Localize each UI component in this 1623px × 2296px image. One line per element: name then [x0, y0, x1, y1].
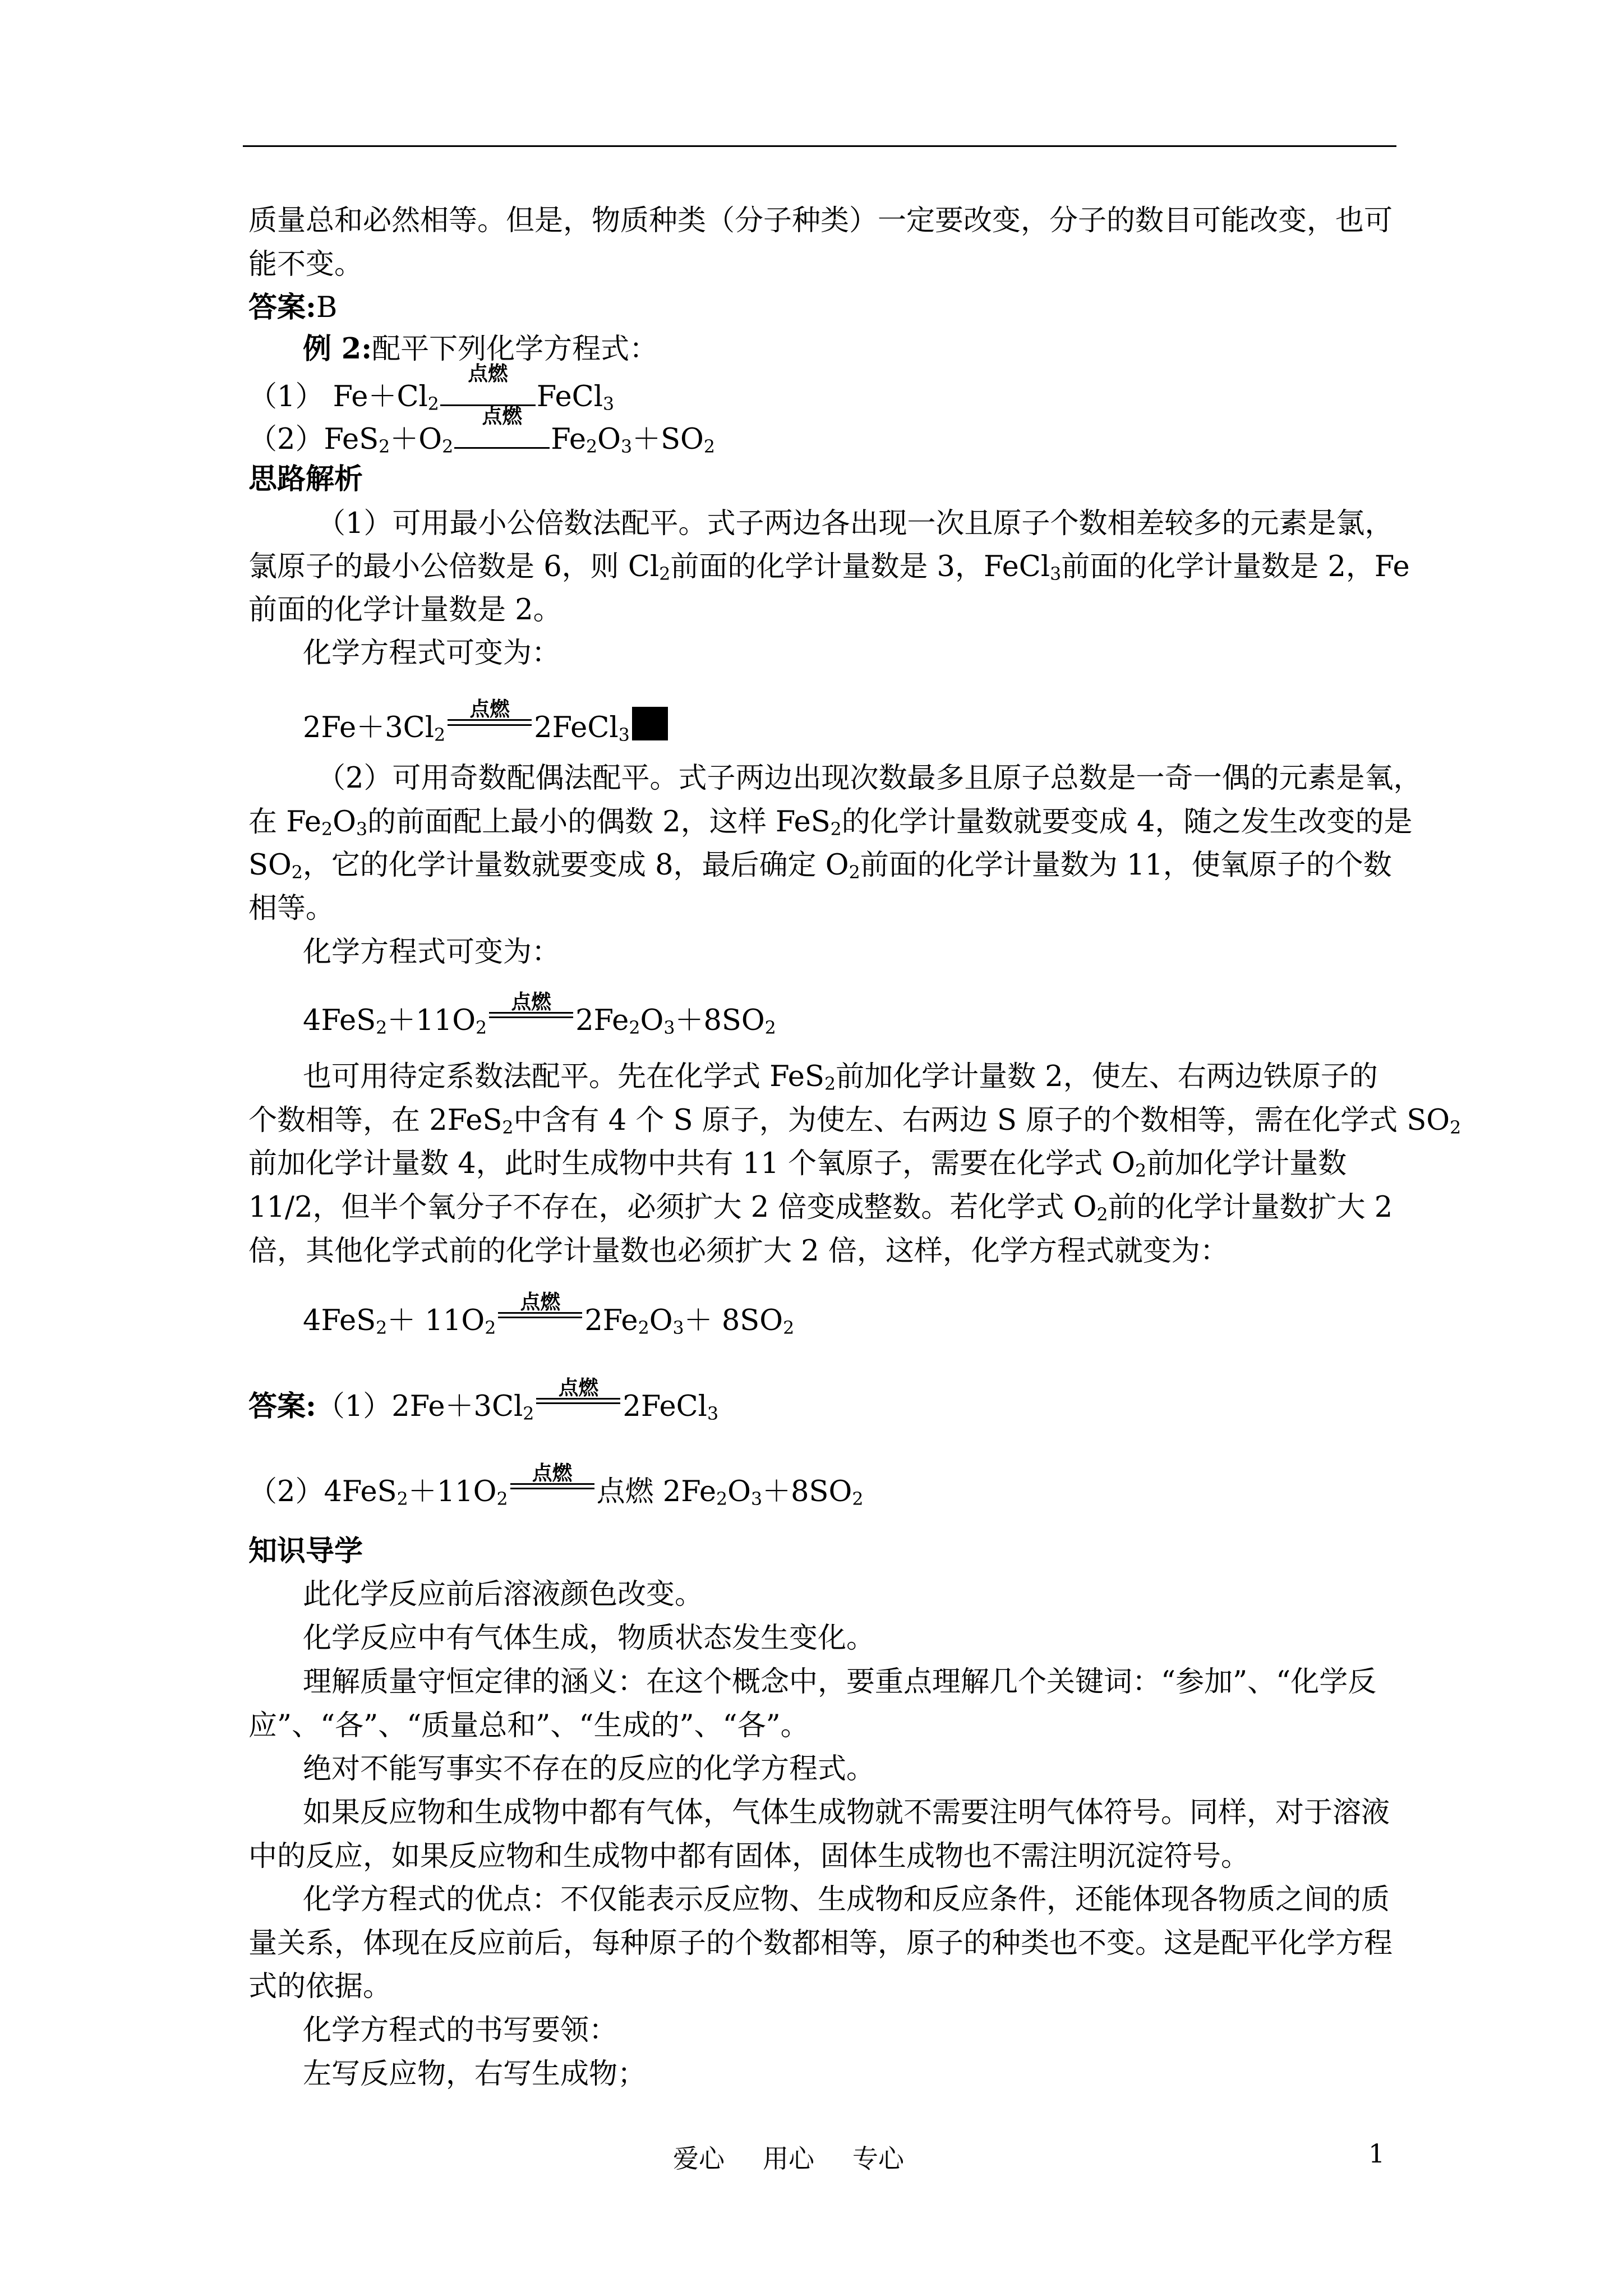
eq-text: ＋SO	[632, 422, 704, 456]
reaction-arrow	[440, 362, 536, 406]
text-line: 左写反应物，右写生成物；	[303, 2058, 647, 2091]
subscript: 2	[376, 1318, 388, 1338]
subscript: 2	[1450, 1117, 1461, 1138]
subscript: 2	[485, 1318, 496, 1338]
subscript: 3	[356, 819, 368, 840]
subscript: 2	[291, 862, 303, 883]
subscript: 2	[502, 1117, 514, 1138]
eq-text: ＋8SO	[762, 1475, 852, 1508]
condition-label: 点燃	[468, 362, 508, 386]
subscript: 2	[1096, 1204, 1108, 1225]
eq-text: O	[649, 1304, 673, 1337]
subscript: 3	[750, 1489, 763, 1510]
text-line	[248, 849, 1392, 883]
eq-text: 2Fe	[584, 1304, 638, 1337]
text-line: 量关系，体现在反应前后，每种原子的个数都相等，原子的种类也不变。这是配平化学方程	[248, 1927, 1393, 1960]
subscript: 2	[638, 1318, 649, 1338]
eq-text: ＋8SO	[675, 1004, 765, 1037]
text-line: 理解质量守恒定律的涵义：在这个概念中，要重点理解几个关键词：“参加”、“化学反	[303, 1665, 1377, 1699]
text-part: 前的化学计量数扩大 2	[1108, 1191, 1393, 1224]
text-part: 的前面配上最小的偶数 2，这样 FeS	[367, 806, 831, 839]
page-number: 1	[1368, 2138, 1385, 2169]
eq-text: （2）4FeS	[248, 1475, 397, 1508]
eq-text: 点燃 2Fe	[596, 1475, 717, 1508]
text-line: 相等。	[248, 892, 335, 925]
text-line	[248, 1104, 1461, 1138]
equation-3	[303, 1290, 795, 1338]
text-part: 氯原子的最小公倍数是 6，则 Cl	[248, 550, 660, 583]
eq-text: Fe	[551, 422, 587, 456]
text-line: 式的依据。	[248, 1970, 392, 2003]
equation-1	[303, 697, 668, 746]
eq-text: 2FeCl	[623, 1389, 707, 1423]
eq-text: （1）2Fe＋3Cl	[316, 1389, 523, 1423]
condition-label: 点燃	[511, 990, 551, 1014]
subscript: 2	[376, 1018, 388, 1038]
text-line: 化学方程式的书写要领：	[303, 2014, 618, 2047]
text-line: 质量总和必然相等。但是，物质种类（分子种类）一定要改变，分子的数目可能改变，也可	[248, 204, 1393, 237]
eq-text: ＋ 11O	[387, 1304, 485, 1337]
example-2	[303, 332, 658, 366]
text-line: 应”、“各”、“质量总和”、“生成的”、“各”。	[248, 1709, 809, 1742]
subscript: 2	[824, 1074, 836, 1094]
answer-label: 答案:	[248, 1389, 316, 1423]
eq-text: 4FeS	[303, 1304, 376, 1337]
text-part: O	[333, 806, 356, 839]
text-line: 化学方程式的优点：不仅能表示反应物、生成物和反应条件，还能体现各物质之间的质	[303, 1883, 1390, 1916]
answer-2-line-1	[248, 1376, 719, 1424]
text-part: 前加化学计量数 2，使左、右两边铁原子的	[836, 1060, 1378, 1093]
equation-2	[303, 990, 776, 1038]
eq-text: ＋O	[390, 422, 442, 456]
example-label: 例 2:	[303, 332, 372, 366]
answer-2-line-2	[248, 1461, 864, 1510]
subscript: 2	[427, 394, 439, 415]
text-part: 也可用待定系数法配平。先在化学式 FeS	[303, 1060, 824, 1093]
eq-text: 2Fe＋3Cl	[303, 711, 435, 744]
eq-text: （1） Fe＋Cl	[248, 380, 428, 413]
equals-sign	[510, 1461, 594, 1501]
subscript: 2	[586, 436, 598, 457]
text-line	[248, 1147, 1347, 1181]
text-line: 前面的化学计量数是 2。	[248, 593, 562, 627]
text-line: 化学反应中有气体生成，物质状态发生变化。	[303, 1622, 875, 1655]
text-part: 前面的化学计量数是 3，FeCl	[670, 550, 1050, 583]
subscript: 2	[783, 1318, 795, 1338]
text-part: 在 Fe	[248, 806, 321, 839]
footer-word: 专心	[852, 2143, 904, 2174]
text-part: 个数相等，在 2FeS	[248, 1104, 502, 1137]
text-part: 中含有 4 个 S 原子，为使左、右两边 S 原子的个数相等，需在化学式 SO	[513, 1104, 1450, 1137]
condition-label: 点燃	[482, 404, 522, 429]
subscript: 2	[434, 725, 446, 746]
subscript: 2	[659, 564, 671, 585]
eq-text: 2Fe	[575, 1004, 629, 1037]
text-line: 化学方程式可变为：	[303, 637, 561, 670]
subscript: 2	[852, 1489, 864, 1510]
section-heading: 知识导学	[248, 1534, 363, 1568]
text-line: 能不变。	[248, 248, 363, 281]
text-part: ，它的化学计量数就要变成 8，最后确定 O	[302, 849, 849, 882]
text-line: 中的反应，如果反应物和生成物中都有固体，固体生成物也不需注明沉淀符号。	[248, 1840, 1250, 1873]
header-rule	[243, 145, 1396, 147]
section-heading: 思路解析	[248, 462, 363, 496]
subscript: 2	[396, 1489, 408, 1510]
text-line	[303, 1060, 1378, 1094]
text-line: 如果反应物和生成物中都有气体，气体生成物就不需要注明气体符号。同样，对于溶液	[303, 1796, 1390, 1829]
eq-text: ＋ 8SO	[684, 1304, 783, 1337]
text-part: 的化学计量数就要变成 4，随之发生改变的是	[841, 806, 1413, 839]
eq-text: 2FeCl	[534, 711, 619, 744]
subscript: 2	[442, 436, 454, 457]
subscript: 3	[1050, 564, 1062, 585]
text-part: 11/2，但半个氧分子不存在，必须扩大 2 倍变成整数。若化学式 O	[248, 1191, 1097, 1224]
footer-word: 用心	[763, 2143, 814, 2174]
eq-text: O	[597, 422, 621, 456]
eq-text: ＋11O	[387, 1004, 476, 1037]
condition-label: 点燃	[520, 1290, 561, 1314]
text-line	[248, 1191, 1393, 1225]
subscript: 2	[629, 1018, 640, 1038]
footer-word: 爱心	[673, 2143, 725, 2174]
subscript: 2	[849, 862, 860, 883]
subscript: 2	[764, 1018, 776, 1038]
eq-text: ＋11O	[408, 1475, 497, 1508]
black-block	[632, 707, 668, 740]
text-part: 前加化学计量数 4，此时生成物中共有 11 个氧原子，需要在化学式 O	[248, 1147, 1136, 1180]
subscript: 3	[672, 1318, 684, 1338]
equals-sign	[448, 697, 532, 737]
subscript: 2	[830, 819, 842, 840]
equals-sign	[498, 1290, 582, 1330]
answer-value: B	[316, 291, 338, 324]
text-part: SO	[248, 849, 292, 882]
footer-slogan	[673, 2138, 942, 2175]
text-part: 前面的化学计量数为 11，使氧原子的个数	[860, 849, 1392, 882]
condition-label: 点燃	[469, 697, 510, 721]
subscript: 3	[663, 1018, 675, 1038]
subscript: 3	[618, 725, 630, 746]
subscript: 2	[496, 1489, 508, 1510]
subscript: 2	[379, 436, 390, 457]
subscript: 2	[523, 1404, 534, 1424]
answer-label: 答案:	[248, 291, 316, 324]
subscript: 2	[1135, 1161, 1147, 1181]
eq-text: FeCl	[536, 380, 603, 413]
text-line	[248, 550, 1410, 585]
example-text: 配平下列化学方程式：	[372, 333, 658, 366]
equals-sign	[489, 990, 573, 1030]
eq-text: O	[640, 1004, 664, 1037]
text-line: （1）可用最小公倍数法配平。式子两边各出现一次且原子个数相差较多的元素是氯，	[317, 507, 1394, 540]
text-part: 前加化学计量数	[1146, 1147, 1347, 1180]
text-line	[248, 806, 1413, 840]
subscript: 2	[703, 436, 715, 457]
subscript: 3	[620, 436, 633, 457]
text-line: 绝对不能写事实不存在的反应的化学方程式。	[303, 1752, 875, 1786]
subscript: 3	[603, 394, 615, 415]
text-line: 化学方程式可变为：	[303, 936, 561, 969]
equals-sign	[536, 1376, 620, 1416]
eq-text: （2）FeS	[248, 422, 379, 456]
question-2-equation	[248, 404, 715, 457]
text-line: 倍，其他化学式前的化学计量数也必须扩大 2 倍，这样，化学方程式就变为：	[248, 1235, 1229, 1268]
reaction-arrow	[454, 404, 550, 449]
text-line: 此化学反应前后溶液颜色改变。	[303, 1578, 704, 1611]
text-line: （2）可用奇数配偶法配平。式子两边出现次数最多且原子总数是一奇一偶的元素是氧，	[317, 762, 1422, 795]
eq-text: 4FeS	[303, 1004, 376, 1037]
condition-label: 点燃	[558, 1376, 599, 1400]
subscript: 2	[716, 1489, 728, 1510]
subscript: 2	[476, 1018, 487, 1038]
subscript: 3	[707, 1404, 719, 1424]
eq-text: O	[727, 1475, 751, 1508]
text-part: 前面的化学计量数是 2，Fe	[1061, 550, 1410, 583]
subscript: 2	[321, 819, 333, 840]
answer-1	[248, 293, 337, 322]
question-1-equation	[248, 362, 615, 415]
condition-label: 点燃	[532, 1461, 573, 1485]
